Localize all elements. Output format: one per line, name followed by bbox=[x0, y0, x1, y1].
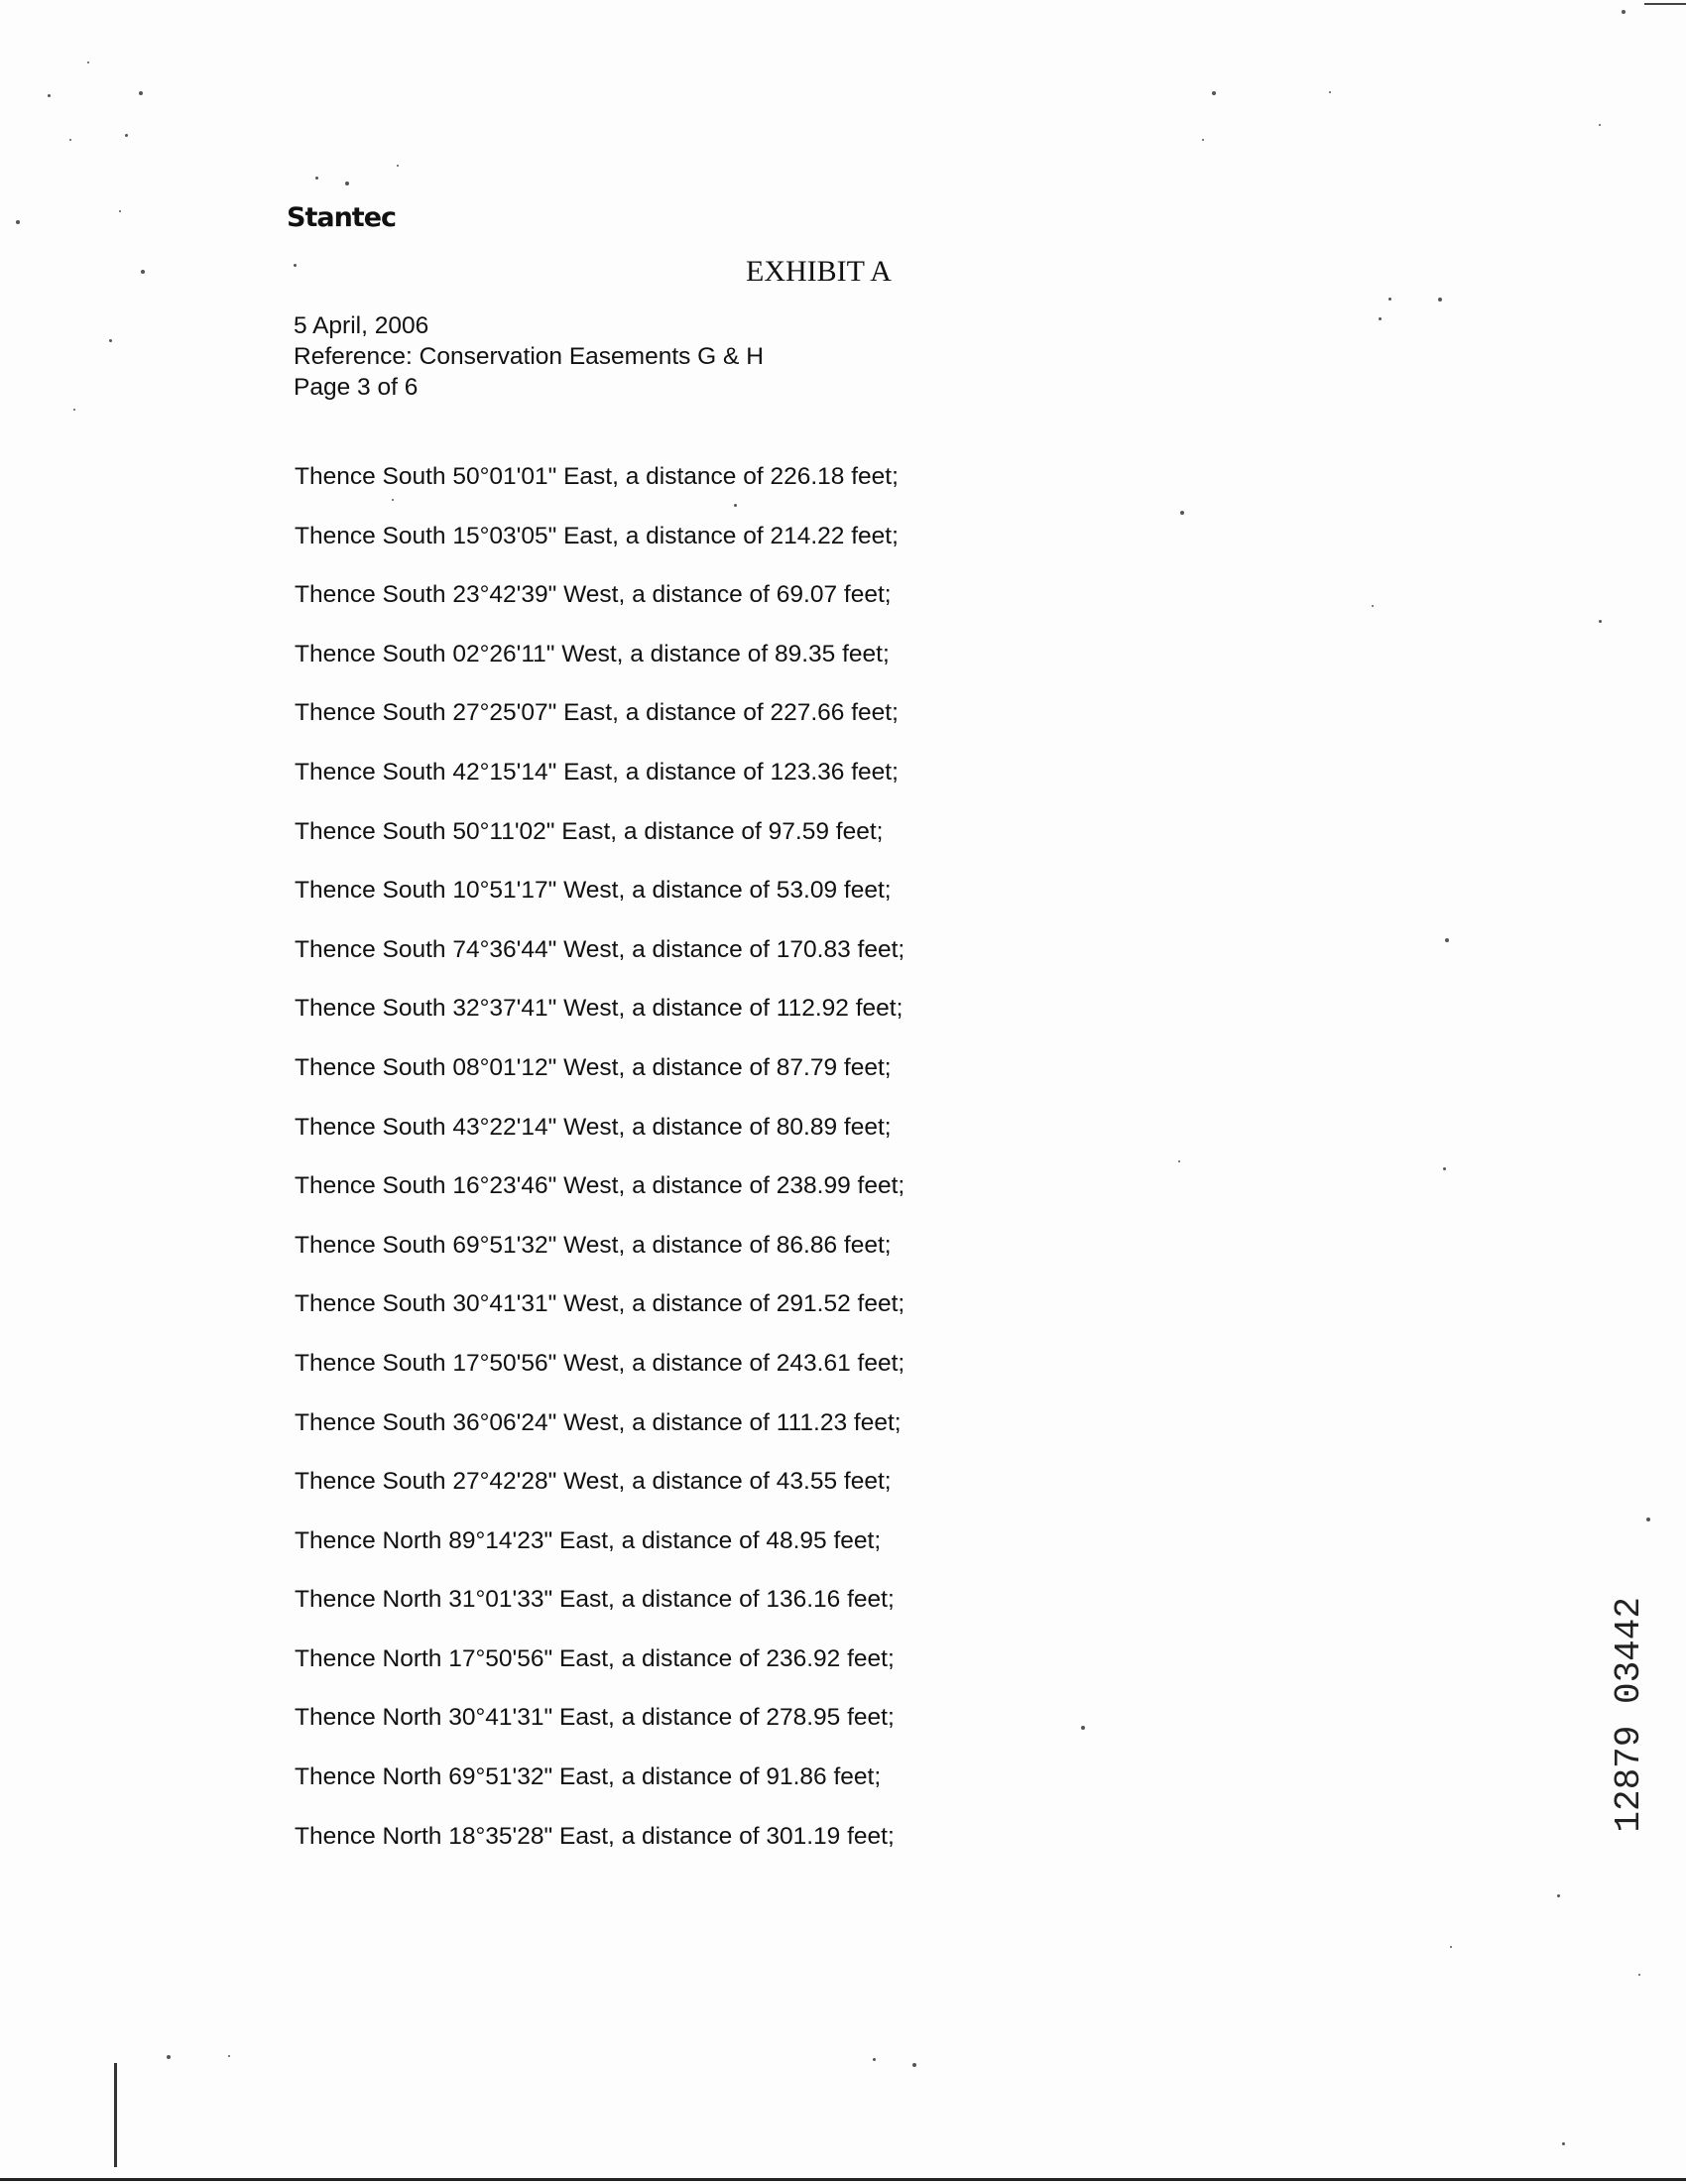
scan-speck bbox=[1379, 317, 1382, 320]
scan-speck bbox=[73, 409, 75, 411]
boundary-course: Thence South 15°03'05" East, a distance of 214.22 feet; bbox=[295, 522, 899, 549]
boundary-course: Thence South 10°51'17" West, a distance of 53.09 feet; bbox=[295, 877, 892, 905]
margin-mark bbox=[114, 2063, 117, 2167]
boundary-course: Thence South 42°15'14" East, a distance of 123.36 feet; bbox=[295, 758, 899, 786]
boundary-course: Thence North 31°01'33" East, a distance of 136.16 feet; bbox=[295, 1586, 895, 1614]
company-logo: Stantec bbox=[287, 202, 397, 233]
scan-speck bbox=[1388, 298, 1391, 301]
scan-speck bbox=[16, 220, 20, 224]
boundary-course: Thence South 16°23'46" West, a distance of 238.99 feet; bbox=[295, 1172, 905, 1200]
boundary-course: Thence North 89°14'23" East, a distance of 48.95 feet; bbox=[295, 1526, 882, 1554]
scan-speck bbox=[1212, 91, 1216, 95]
scan-speck bbox=[1450, 1946, 1452, 1948]
recording-stamp: 12879 03442 bbox=[1609, 1597, 1649, 1833]
letter-header bbox=[294, 310, 764, 403]
scan-speck bbox=[1372, 605, 1374, 607]
scan-edge-mark bbox=[1644, 3, 1686, 5]
scan-speck bbox=[125, 134, 128, 137]
boundary-course: Thence South 36°06'24" West, a distance of 111.23 feet; bbox=[295, 1408, 902, 1436]
scan-speck bbox=[1180, 511, 1184, 515]
scan-speck bbox=[119, 210, 121, 212]
scan-speck bbox=[912, 2063, 916, 2067]
scan-speck bbox=[1638, 1974, 1640, 1976]
scan-speck bbox=[69, 139, 71, 141]
boundary-course: Thence South 17°50'56" West, a distance of 243.61 feet; bbox=[295, 1349, 905, 1377]
scan-speck bbox=[294, 264, 297, 267]
scan-speck bbox=[392, 499, 394, 501]
scan-speck bbox=[1599, 124, 1601, 126]
scan-speck bbox=[1443, 1167, 1446, 1170]
document-date: 5 April, 2006 bbox=[294, 312, 429, 339]
scan-speck bbox=[1622, 10, 1626, 14]
scan-bottom-edge bbox=[0, 2178, 1686, 2181]
boundary-course: Thence South 30°41'31" West, a distance of 291.52 feet; bbox=[295, 1290, 905, 1318]
boundary-course: Thence South 32°37'41" West, a distance of 112.92 feet; bbox=[295, 995, 903, 1023]
boundary-course: Thence North 69°51'32" East, a distance of 91.86 feet; bbox=[295, 1763, 882, 1791]
boundary-course: Thence South 27°42'28" West, a distance of 43.55 feet; bbox=[295, 1468, 892, 1496]
scan-speck bbox=[397, 165, 399, 167]
scan-speck bbox=[1646, 1517, 1650, 1521]
boundary-course: Thence South 43°22'14" West, a distance of 80.89 feet; bbox=[295, 1113, 892, 1141]
boundary-course: Thence South 69°51'32" West, a distance of 86.86 feet; bbox=[295, 1231, 892, 1259]
boundary-course: Thence South 23°42'39" West, a distance of 69.07 feet; bbox=[295, 581, 892, 609]
boundary-course: Thence South 50°11'02" East, a distance of 97.59 feet; bbox=[295, 817, 884, 845]
scan-speck bbox=[48, 94, 51, 97]
scan-speck bbox=[141, 270, 145, 274]
boundary-course: Thence North 17°50'56" East, a distance of 236.92 feet; bbox=[295, 1644, 895, 1672]
scan-speck bbox=[345, 182, 349, 185]
scan-speck bbox=[1445, 938, 1449, 942]
boundary-course: Thence South 02°26'11" West, a distance of 89.35 feet; bbox=[295, 640, 890, 667]
scan-speck bbox=[873, 2058, 876, 2061]
boundary-course: Thence South 27°25'07" East, a distance of 227.66 feet; bbox=[295, 699, 899, 727]
scan-speck bbox=[1438, 298, 1442, 302]
scan-speck bbox=[1178, 1160, 1180, 1162]
scan-speck bbox=[1557, 1894, 1560, 1897]
scan-speck bbox=[315, 177, 318, 180]
reference-line: Reference: Conservation Easements G & H bbox=[294, 343, 764, 370]
scan-speck bbox=[1599, 620, 1602, 623]
boundary-course: Thence North 30°41'31" East, a distance of 278.95 feet; bbox=[295, 1704, 895, 1732]
scan-speck bbox=[109, 339, 112, 342]
boundary-course: Thence South 50°01'01" East, a distance of 226.18 feet; bbox=[295, 463, 899, 490]
scan-speck bbox=[1329, 91, 1331, 93]
scan-speck bbox=[1202, 139, 1204, 141]
scan-speck bbox=[734, 504, 737, 507]
boundary-course: Thence North 18°35'28" East, a distance of 301.19 feet; bbox=[295, 1822, 895, 1850]
page-number: Page 3 of 6 bbox=[294, 374, 419, 401]
scan-speck bbox=[1081, 1726, 1085, 1730]
scan-speck bbox=[139, 91, 143, 95]
scan-speck bbox=[1562, 2142, 1565, 2145]
scan-speck bbox=[87, 61, 89, 63]
boundary-course-list bbox=[295, 462, 904, 1881]
scan-speck bbox=[167, 2055, 171, 2059]
exhibit-title: EXHIBIT A bbox=[746, 255, 892, 288]
boundary-course: Thence South 74°36'44" West, a distance of 170.83 feet; bbox=[295, 935, 905, 963]
scan-speck bbox=[228, 2055, 230, 2057]
boundary-course: Thence South 08°01'12" West, a distance of 87.79 feet; bbox=[295, 1053, 892, 1081]
